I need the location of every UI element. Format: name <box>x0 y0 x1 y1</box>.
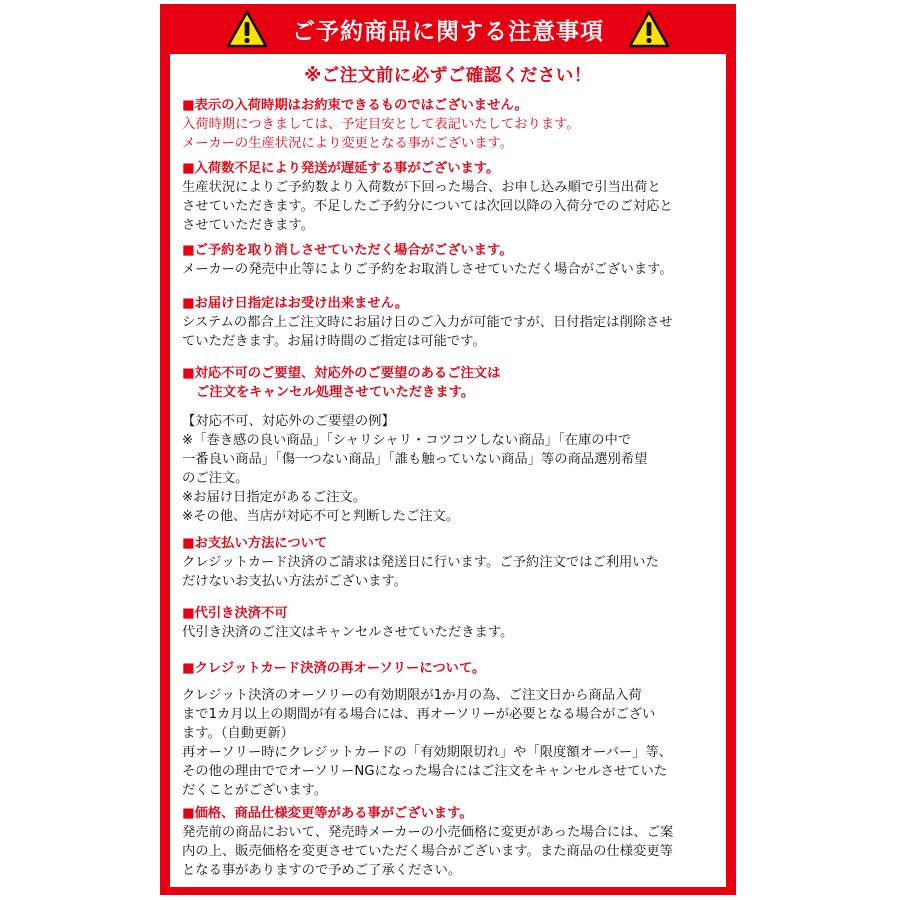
section-arrival-timing <box>182 96 722 153</box>
section-heading: ご注文をキャンセル処理させていただきます。 <box>196 385 475 400</box>
section-heading: ■対応不可のご要望、対応外のご要望のあるご注文は <box>182 366 501 381</box>
section-heading: ■お届け日指定はお受け出来ません。 <box>182 296 409 311</box>
section-text: 一番良い商品」「傷一つない商品」「誰も触っていない商品」等の商品選別希望 <box>182 452 648 467</box>
section-text: ※「巻き感の良い商品」「シャリシャリ・コツコツしない商品」「在庫の中で <box>182 433 632 448</box>
section-heading: ■クレジットカード決済の再オーソリーについて。 <box>182 661 486 676</box>
section-delivery-date <box>182 294 722 351</box>
section-heading: ■ご予約を取り消しさせていただく場合がございます。 <box>182 243 513 258</box>
header-banner <box>160 4 736 54</box>
subtitle: ※ご注文前に必ずご確認ください！ <box>304 66 592 86</box>
section-text: 再オーソリー時にクレジットカードの「有効期限切れ」や「限度額オーバー」等、 <box>182 745 673 760</box>
section-text: させていただきます。 <box>182 218 314 233</box>
section-text: 入荷時期につきましては、予定目安として表記いたしております。 <box>182 117 580 132</box>
section-text: ます。（自動更新） <box>182 726 294 741</box>
section-unsupported-requests <box>182 364 722 526</box>
section-text: のご注文。 <box>182 471 249 486</box>
section-heading: ■表示の入荷時期はお約束できるものではございません。 <box>182 98 528 113</box>
section-text: だけないお支払い方法がございます。 <box>182 574 407 589</box>
warning-icon <box>628 10 670 48</box>
section-text: ※お届け日指定があるご注文。 <box>182 490 367 505</box>
section-cod-not-accepted <box>182 604 722 642</box>
section-text: クレジットカード決済のご請求は発送日に行います。ご予約注文ではご利用いた <box>182 555 659 570</box>
section-text: まで1カ月以上の期間が有る場合には、再オーソリーが必要となる場合がござい <box>182 707 656 722</box>
section-text: 代引き決済のご注文はキャンセルさせていただきます。 <box>182 625 514 640</box>
section-text: だくことがございます。 <box>182 783 328 798</box>
page-title: ご予約商品に関する注意事項 <box>292 18 604 45</box>
section-price-changes <box>182 804 722 880</box>
section-heading: ■価格、商品仕様変更等がある事がございます。 <box>182 806 473 821</box>
section-text: メーカーの生産状況により変更となる事がございます。 <box>182 136 514 151</box>
section-heading: ■代引き決済不可 <box>182 606 288 621</box>
section-payment-methods <box>182 534 722 591</box>
section-text: その他の理由ででオーソリーNGになった場合にはご注文をキャンセルさせていた <box>182 764 668 779</box>
section-text: 発売前の商品において、発売時メーカーの小売価格に変更があった場合には、ご案 <box>182 825 674 840</box>
section-text: ていただきます。お届け時間のご指定は可能です。 <box>182 334 486 349</box>
section-shipping-delay <box>182 159 722 235</box>
section-heading: ■お支払い方法について <box>182 536 328 551</box>
section-heading: ■入荷数不足により発送が遅延する事がございます。 <box>182 161 500 176</box>
section-text: ※その他、当店が対応不可と判断したご注文。 <box>182 509 460 524</box>
section-cancellation <box>182 241 722 279</box>
section-text: となる事がありますので予めご了承ください。 <box>182 863 462 878</box>
section-text: メーカーの発売中止等によりご予約をお取消しさせていただく場合がございます。 <box>182 262 673 277</box>
section-text: クレジット決済のオーソリーの有効期限が1か月の為、ご注文日から商品入荷 <box>182 688 642 703</box>
section-reauthorization <box>182 659 722 800</box>
section-text: 生産状況によりご予約数より入荷数が下回った場合、お申し込み順で引当出荷と <box>182 180 661 195</box>
section-text: 【対応不可、対応外のご要望の例】 <box>182 414 395 429</box>
section-text: させていただきます。不足したご予約分については次回以降の入荷分でのご対応と <box>182 199 673 214</box>
section-text: 内の上、販売価格を変更させていただく場合がございます。また商品の仕様変更等 <box>182 844 673 859</box>
notice-frame <box>160 4 736 895</box>
warning-icon <box>226 10 268 48</box>
section-text: システムの都合上ご注文時にお届け日のご入力が可能ですが、日付指定は削除させ <box>182 315 673 330</box>
notice-panel <box>170 54 726 887</box>
